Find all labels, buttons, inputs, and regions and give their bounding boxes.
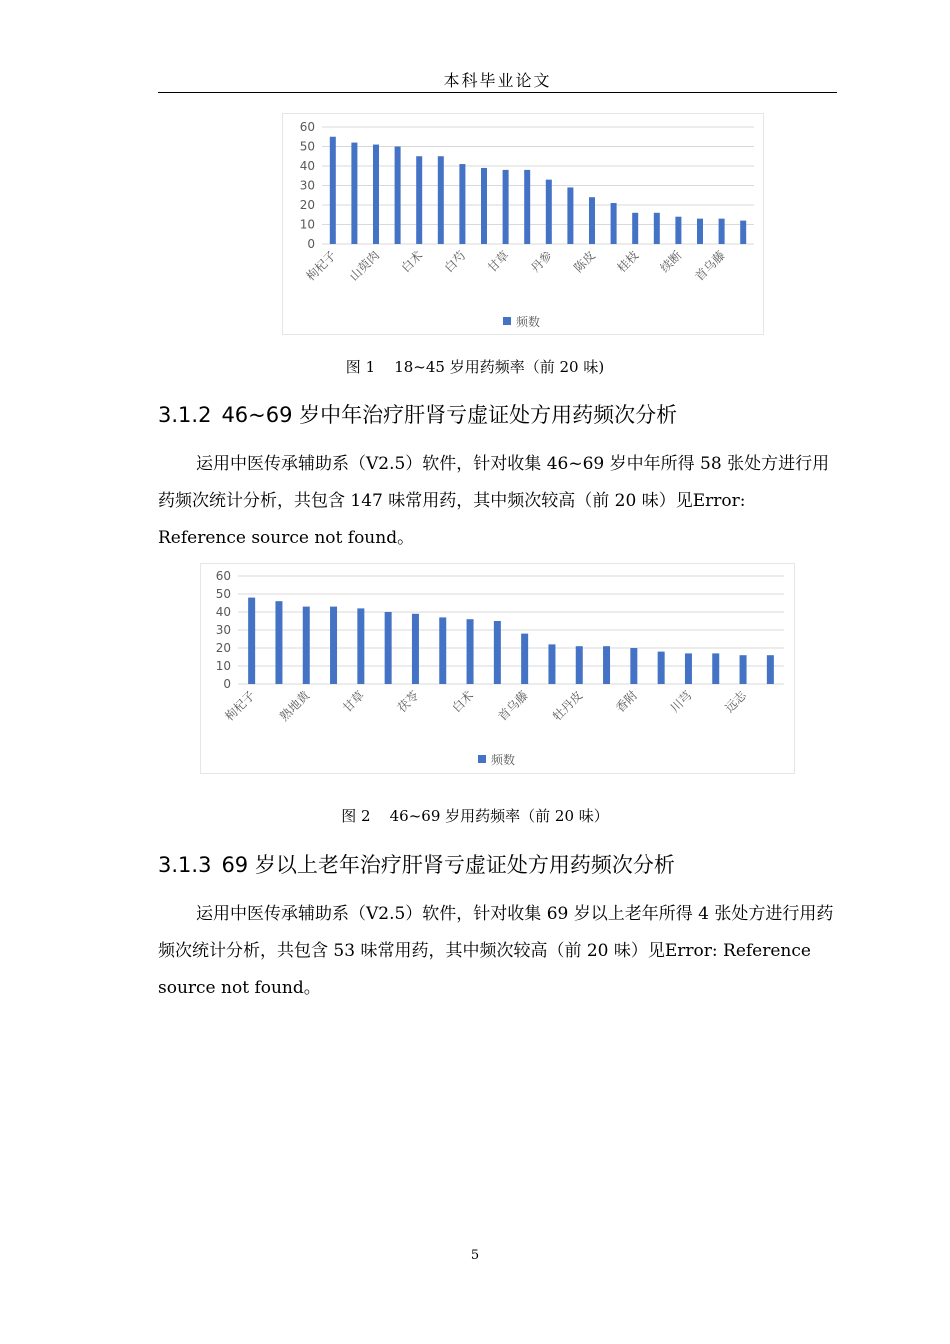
- bar: [548, 644, 555, 684]
- x-tick-label: 白芍: [441, 248, 469, 276]
- x-tick-label: 桂枝: [614, 248, 642, 276]
- legend-label: 频数: [491, 753, 516, 767]
- bar: [589, 197, 595, 244]
- section-paragraph-3-1-3: [158, 896, 837, 1007]
- x-tick-label: 茯苓: [394, 688, 422, 716]
- bar: [712, 653, 719, 684]
- bar: [330, 137, 336, 244]
- y-tick-label: 60: [215, 569, 231, 583]
- x-tick-label: 甘草: [340, 688, 367, 716]
- x-tick-label: 白术: [449, 688, 477, 716]
- figure-2-caption-text: 46~69 岁用药频率（前 20 味）: [389, 807, 609, 825]
- x-tick-label: 远志: [722, 688, 750, 716]
- bar: [611, 203, 617, 244]
- figure-2-caption: [0, 805, 950, 826]
- figure-2-caption-label: 图 2: [341, 807, 371, 825]
- bar: [546, 180, 552, 244]
- bar: [767, 655, 774, 684]
- bar: [330, 607, 337, 684]
- paragraph-text: 运用中医传承辅助系（V2.5）软件，针对收集 69 岁以上老年所得 4 张处方进行用药频次统计分析，共包含 53 味常用药，其中频次较高（前 20 味）见Error: Reference source not found。: [158, 904, 834, 998]
- bar: [719, 219, 725, 244]
- y-tick-label: 10: [299, 217, 315, 232]
- y-tick-label: 0: [223, 677, 231, 691]
- section-paragraph-3-1-2: [158, 446, 837, 557]
- bar: [438, 156, 444, 244]
- bar: [494, 621, 501, 684]
- x-tick-label: 枸杞子: [303, 248, 339, 284]
- running-header: 本科毕业论文: [158, 68, 837, 93]
- bar: [576, 646, 583, 684]
- bar: [740, 655, 747, 684]
- page-number: 5: [470, 1248, 480, 1263]
- figure-1-chart: [282, 113, 764, 335]
- x-tick-label: 首乌藤: [495, 688, 531, 724]
- bar: [303, 607, 310, 684]
- y-tick-label: 40: [299, 159, 315, 173]
- y-tick-label: 20: [215, 641, 231, 655]
- bar: [697, 219, 703, 244]
- section-heading-3-1-2: [158, 399, 677, 429]
- bar: [416, 156, 422, 244]
- y-tick-label: 30: [215, 623, 231, 637]
- bar: [459, 164, 465, 244]
- legend-swatch: [478, 755, 486, 763]
- paragraph-text: 运用中医传承辅助系（V2.5）软件，针对收集 46~69 岁中年所得 58 张处方进行用药频次统计分析，共包含 147 味常用药，其中频次较高（前 20 味）见Error: Reference source not found。: [158, 454, 830, 548]
- bar: [275, 601, 282, 684]
- figure-1-caption-text: 18~45 岁用药频率（前 20 味): [394, 358, 605, 376]
- section-heading-3-1-3: [158, 849, 675, 879]
- bar: [373, 145, 379, 244]
- x-tick-label: 甘草: [484, 248, 512, 276]
- section-title: 46~69 岁中年治疗肝肾亏虚证处方用药频次分析: [221, 403, 678, 427]
- bar: [632, 213, 638, 244]
- x-tick-label: 首乌藤: [692, 248, 728, 284]
- bar: [412, 614, 419, 684]
- y-tick-label: 50: [215, 587, 231, 601]
- bar: [439, 617, 446, 684]
- bar: [395, 147, 401, 245]
- bar: [467, 619, 474, 684]
- x-tick-label: 山萸肉: [346, 248, 383, 284]
- bar: [658, 652, 665, 684]
- x-tick-label: 枸杞子: [222, 688, 258, 724]
- bar: [685, 653, 692, 684]
- x-tick-label: 熟地黄: [277, 688, 313, 724]
- bar: [351, 143, 357, 244]
- figure-1-caption: [0, 356, 950, 377]
- y-tick-label: 60: [299, 120, 315, 134]
- bar: [630, 648, 637, 684]
- x-tick-label: 香附: [613, 688, 640, 716]
- y-tick-label: 40: [215, 605, 231, 619]
- x-tick-label: 牡丹皮: [550, 688, 586, 724]
- bar: [503, 170, 509, 244]
- bar: [385, 612, 392, 684]
- figure-1-svg: [283, 114, 763, 334]
- figure-1-caption-label: 图 1: [345, 358, 376, 376]
- bar: [248, 598, 255, 684]
- bar: [481, 168, 487, 244]
- x-tick-label: 陈皮: [571, 248, 599, 276]
- bar: [675, 217, 681, 244]
- y-tick-label: 0: [307, 237, 315, 251]
- legend-label: 频数: [516, 315, 541, 329]
- section-number: 3.1.2: [158, 403, 212, 427]
- bar: [524, 170, 530, 244]
- figure-2-svg: [201, 564, 794, 773]
- x-tick-label: 丹参: [528, 248, 555, 276]
- bar: [357, 608, 364, 684]
- figure-2-chart: [200, 563, 795, 774]
- bar: [567, 187, 573, 244]
- x-tick-label: 白术: [398, 248, 426, 276]
- legend-swatch: [503, 317, 511, 325]
- x-tick-label: 川芎: [667, 688, 695, 716]
- y-tick-label: 50: [299, 139, 315, 154]
- bar: [740, 221, 746, 244]
- bar: [654, 213, 660, 244]
- y-tick-label: 10: [215, 659, 231, 673]
- x-tick-label: 续断: [657, 248, 685, 276]
- section-number: 3.1.3: [158, 853, 212, 877]
- bar: [603, 646, 610, 684]
- section-title: 69 岁以上老年治疗肝肾亏虚证处方用药频次分析: [221, 853, 675, 877]
- y-tick-label: 20: [299, 198, 315, 212]
- bar: [521, 634, 528, 684]
- y-tick-label: 30: [299, 178, 315, 193]
